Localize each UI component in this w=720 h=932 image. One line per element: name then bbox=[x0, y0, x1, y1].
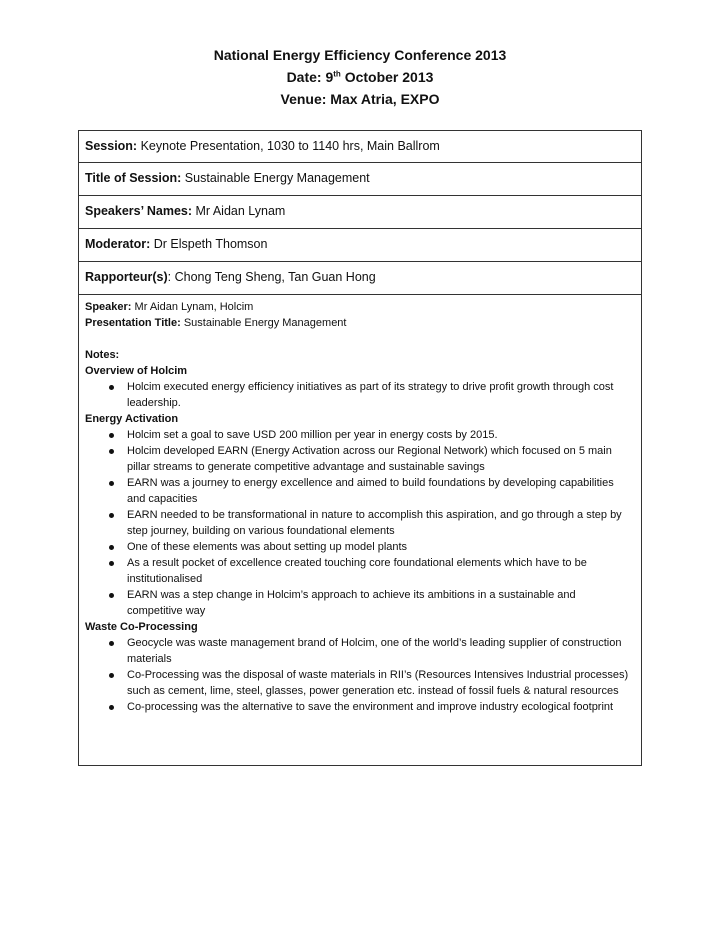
bullet-text: EARN needed to be transformational in nature to accomplish this aspiration, and go through a step by step journey, building on various foundational elements bbox=[127, 509, 622, 537]
bullet-icon bbox=[109, 673, 114, 678]
bullet-item bbox=[85, 379, 635, 411]
bullet-item bbox=[85, 555, 635, 587]
section-heading: Energy Activation bbox=[85, 413, 179, 425]
bullet-text: EARN was a step change in Holcim’s approach to achieve its ambitions in a sustainable and competitive way bbox=[127, 589, 576, 617]
conference-venue: Venue: Max Atria, EXPO bbox=[280, 91, 440, 107]
bullet-icon bbox=[109, 545, 114, 550]
bullet-icon bbox=[109, 385, 114, 390]
session-label: Session: bbox=[85, 139, 138, 153]
moderator-row bbox=[79, 229, 641, 262]
conference-title: National Energy Efficiency Conference 2013 bbox=[213, 47, 507, 63]
speaker-value: Mr Aidan Lynam, Holcim bbox=[131, 301, 254, 313]
session-value: Keynote Presentation, 1030 to 1140 hrs, Main Ballrom bbox=[137, 139, 440, 153]
speakers-row bbox=[79, 196, 641, 229]
conference-date: Date: 9th October 2013 bbox=[286, 69, 434, 85]
bullet-list bbox=[85, 427, 635, 619]
bullet-icon bbox=[109, 561, 114, 566]
rapporteur-label: Rapporteur(s) bbox=[85, 270, 168, 284]
bullet-icon bbox=[109, 593, 114, 598]
bullet-item bbox=[85, 427, 635, 443]
bullet-icon bbox=[109, 481, 114, 486]
bullet-item bbox=[85, 475, 635, 507]
bullet-text: Co-Processing was the disposal of waste materials in RII’s (Resources Intensives Industrial processes) such as cement, lime, steel, glasses, power generation etc. instead of fossil fuels & natural resources bbox=[127, 669, 629, 697]
notes-label: Notes: bbox=[85, 349, 120, 361]
bullet-list bbox=[85, 379, 635, 411]
bullet-text: EARN was a journey to energy excellence and aimed to build foundations by developing capabilities and capacities bbox=[127, 477, 614, 505]
speaker-line bbox=[85, 299, 635, 315]
document-header bbox=[0, 44, 720, 110]
bullet-item bbox=[85, 699, 635, 715]
bullet-icon bbox=[109, 705, 114, 710]
session-report-table bbox=[78, 130, 642, 766]
speaker-label: Speaker: bbox=[85, 301, 132, 313]
bullet-list bbox=[85, 635, 635, 715]
bullet-item bbox=[85, 667, 635, 699]
bullet-item bbox=[85, 587, 635, 619]
title-of-session-value: Sustainable Energy Management bbox=[181, 171, 370, 185]
bullet-icon bbox=[109, 641, 114, 646]
bullet-item bbox=[85, 443, 635, 475]
speakers-value: Mr Aidan Lynam bbox=[192, 204, 286, 218]
bullet-icon bbox=[109, 513, 114, 518]
rapporteur-row bbox=[79, 262, 641, 295]
moderator-label: Moderator: bbox=[85, 237, 151, 251]
session-row bbox=[79, 131, 641, 163]
notes-section bbox=[79, 295, 641, 715]
bullet-icon bbox=[109, 449, 114, 454]
notes-body bbox=[85, 363, 635, 715]
bullet-text: Holcim set a goal to save USD 200 million per year in energy costs by 2015. bbox=[127, 429, 498, 441]
speakers-label: Speakers’ Names: bbox=[85, 204, 193, 218]
presentation-title-value: Sustainable Energy Management bbox=[180, 317, 347, 329]
bullet-item bbox=[85, 539, 635, 555]
title-of-session-label: Title of Session: bbox=[85, 171, 182, 185]
bullet-text: Holcim executed energy efficiency initiatives as part of its strategy to drive profit growth through cost leadership. bbox=[127, 381, 614, 409]
bullet-text: As a result pocket of excellence created touching core foundational elements which have to be institutionalised bbox=[127, 557, 587, 585]
title-of-session-row bbox=[79, 163, 641, 196]
bullet-text: Co-processing was the alternative to save the environment and improve industry ecological footprint bbox=[127, 701, 614, 713]
bullet-item bbox=[85, 635, 635, 667]
bullet-text: Holcim developed EARN (Energy Activation across our Regional Network) which focused on 5 main pillar streams to generate competitive advantage and sustainable savings bbox=[127, 445, 612, 473]
moderator-value: Dr Elspeth Thomson bbox=[150, 237, 268, 251]
section-heading: Overview of Holcim bbox=[85, 365, 188, 377]
presentation-title-line bbox=[85, 315, 635, 331]
bullet-text: Geocycle was waste management brand of Holcim, one of the world’s leading supplier of construction materials bbox=[127, 637, 622, 665]
presentation-title-label: Presentation Title: bbox=[85, 317, 181, 329]
section-heading: Waste Co-Processing bbox=[85, 621, 198, 633]
rapporteur-value: : Chong Teng Sheng, Tan Guan Hong bbox=[167, 270, 376, 284]
bullet-text: One of these elements was about setting up model plants bbox=[127, 541, 408, 553]
bullet-item bbox=[85, 507, 635, 539]
bullet-icon bbox=[109, 433, 114, 438]
